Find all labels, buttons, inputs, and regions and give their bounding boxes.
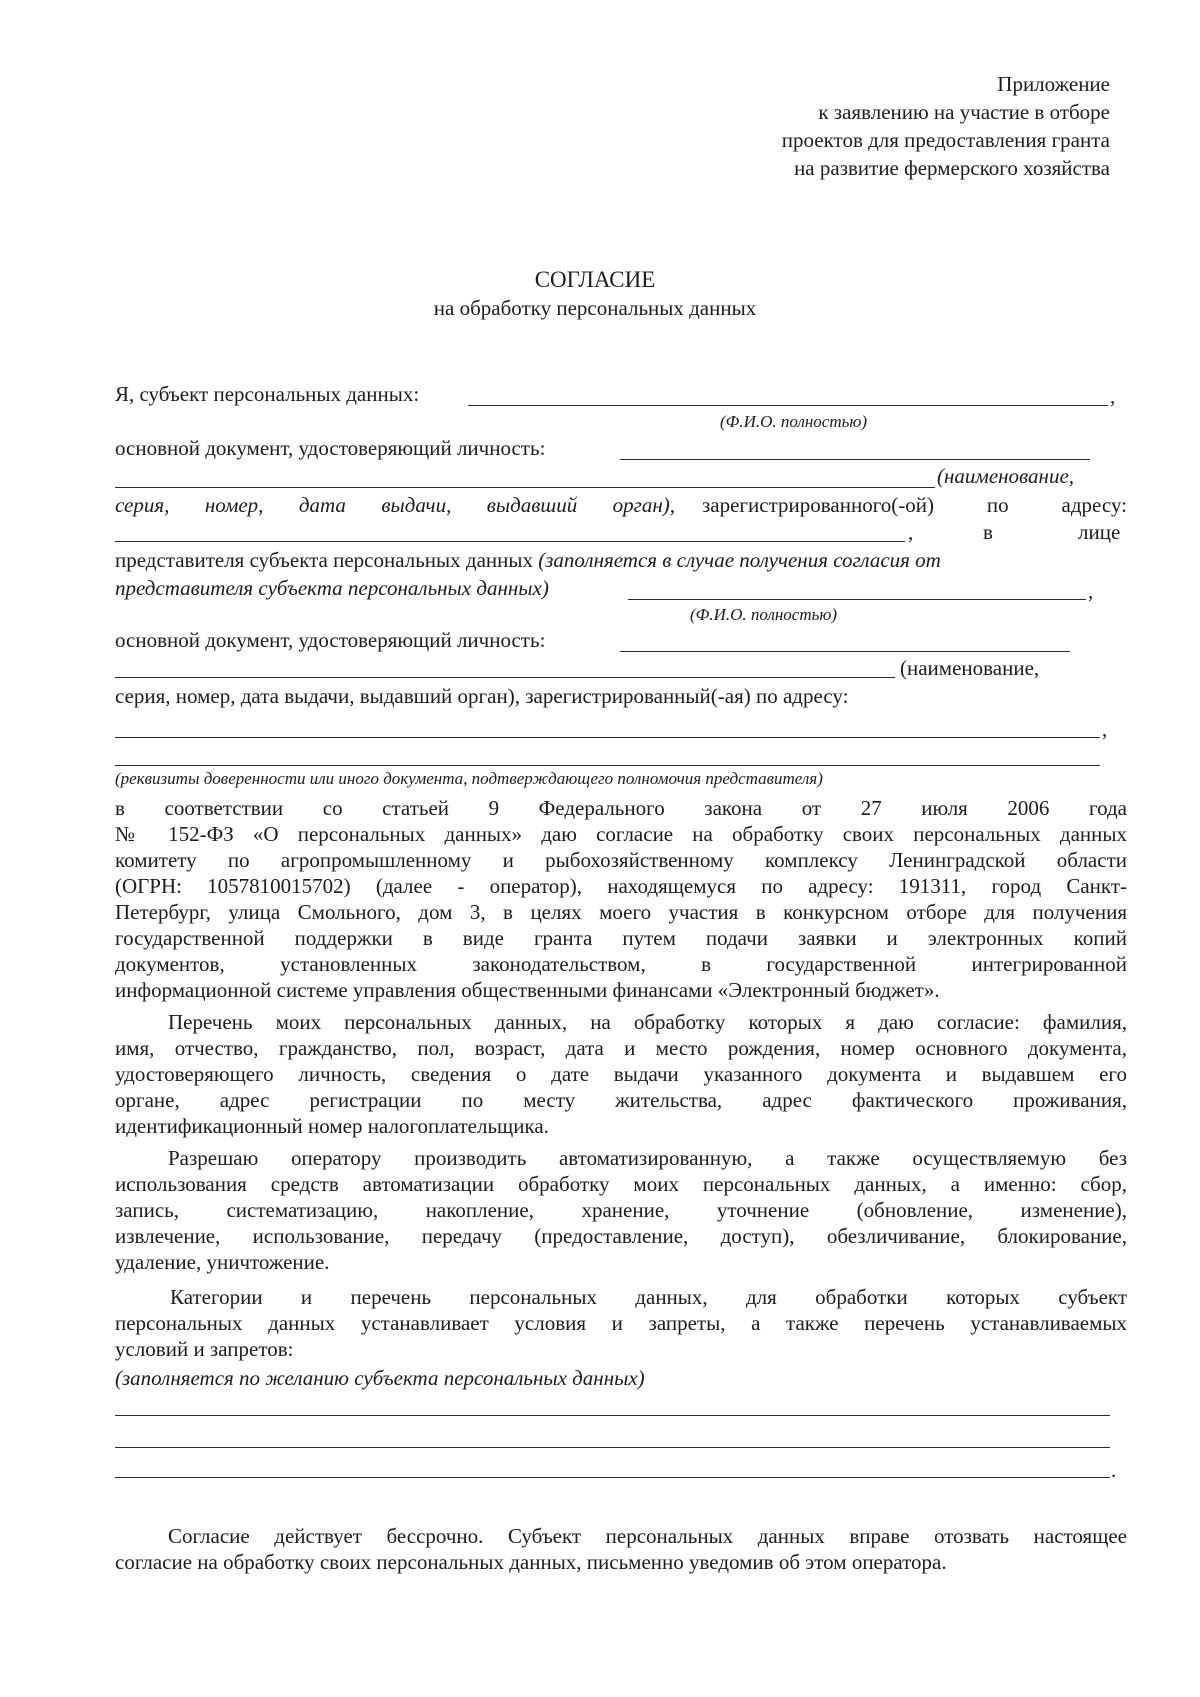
document-subtitle: на обработку персональных данных	[433, 296, 757, 320]
subject-label: Я, субъект персональных данных:	[115, 382, 420, 406]
comma: ,	[1110, 384, 1116, 408]
paragraph-line: удостоверяющего личность, сведения о дате выдачи указанного документа и выдавшем его	[115, 1062, 1127, 1086]
paragraph-line: информационной системе управления общественными финансами «Электронный бюджет».	[115, 978, 940, 1002]
restrictions-field-1[interactable]	[115, 1415, 1110, 1416]
naim-hint: (наименование,	[937, 464, 1075, 488]
requisites-field[interactable]	[115, 765, 1100, 766]
paragraph-line: Категории и перечень персональных данных, для обработки которых субъект	[170, 1285, 1127, 1309]
rep-naim-label: (наименование,	[900, 656, 1040, 680]
paragraph-line: Согласие действует бессрочно. Субъект персональных данных вправе отозвать настоящее	[168, 1524, 1127, 1548]
paragraph-line: комитету по агропромышленному и рыбохозяйственному комплексу Ленинградской области	[115, 848, 1127, 872]
paragraph-line: Разрешаю оператору производить автоматизированную, а также осуществляемую без	[168, 1146, 1127, 1170]
series-hint: серия, номер, дата выдачи, выдавший орган),	[115, 493, 675, 517]
representative-note-2: представителя субъекта персональных данных)	[115, 576, 549, 600]
paragraph-line: в соответствии со статьей 9 Федерального закона от 27 июля 2006 года	[115, 796, 1127, 820]
paragraph-line: использования средств автоматизации обработку моих персональных данных, а именно: сбор,	[115, 1172, 1127, 1196]
rep-doc-field-2[interactable]	[115, 677, 895, 678]
representative-label: представителя субъекта персональных данных	[115, 548, 533, 572]
document-title: СОГЛАСИЕ	[534, 267, 656, 292]
paragraph-line: Перечень моих персональных данных, на обработку которых я даю согласие: фамилия,	[168, 1010, 1127, 1034]
representative-note: (заполняется в случае получения согласия от	[538, 548, 941, 572]
appendix-line: на развитие фермерского хозяйства	[794, 156, 1110, 180]
period: .	[1111, 1458, 1117, 1482]
paragraph-line: персональных данных устанавливает условия и запреты, а также перечень устанавливаемых	[115, 1311, 1127, 1335]
rep-series-line: серия, номер, дата выдачи, выдавший орган), зарегистрированный(-ая) по адресу:	[115, 684, 849, 708]
paragraph-line: идентификационный номер налогоплательщика.	[115, 1114, 549, 1138]
appendix-line: проектов для предоставления гранта	[781, 128, 1110, 152]
rep-doc-label: основной документ, удостоверяющий личность:	[115, 628, 546, 652]
subject-doc-label: основной документ, удостоверяющий личность:	[115, 436, 546, 460]
registered-label: зарегистрированного(-ой) по адресу:	[702, 493, 1127, 517]
restrictions-field-2[interactable]	[115, 1447, 1110, 1448]
optional-hint: (заполняется по желанию субъекта персональных данных)	[115, 1366, 645, 1390]
representative-fio-field[interactable]	[628, 599, 1086, 600]
subject-fio-field[interactable]	[468, 405, 1108, 406]
in-person-of-litse: лице	[1078, 520, 1121, 544]
fio-hint: (Ф.И.О. полностью)	[720, 412, 868, 431]
in-person-of-v: в	[983, 520, 993, 544]
subject-doc-field[interactable]	[620, 459, 1090, 460]
paragraph-line: запись, систематизацию, накопление, хранение, уточнение (обновление, изменение),	[115, 1198, 1127, 1222]
comma: ,	[908, 520, 914, 544]
rep-fio-hint: (Ф.И.О. полностью)	[690, 605, 838, 624]
comma: ,	[1088, 579, 1094, 603]
rep-doc-field[interactable]	[620, 651, 1070, 652]
appendix-line: к заявлению на участие в отборе	[818, 100, 1110, 124]
paragraph-line: имя, отчество, гражданство, пол, возраст, дата и место рождения, номер основного документа,	[115, 1036, 1127, 1060]
restrictions-field-3[interactable]	[115, 1477, 1110, 1478]
paragraph-line: документов, установленных законодательством, в государственной интегрированной	[115, 952, 1127, 976]
rep-address-field[interactable]	[115, 737, 1100, 738]
paragraph-line: извлечение, использование, передачу (предоставление, доступ), обезличивание, блокирование,	[115, 1224, 1127, 1248]
comma: ,	[1102, 717, 1108, 741]
requisites-hint: (реквизиты доверенности или иного документа, подтверждающего полномочия представителя)	[115, 769, 823, 788]
paragraph-line: государственной поддержки в виде гранта путем подачи заявки и электронных копий	[115, 926, 1127, 950]
paragraph-line: условий и запретов:	[115, 1337, 294, 1361]
subject-address-field[interactable]	[115, 541, 905, 542]
paragraph-line: удаление, уничтожение.	[115, 1250, 330, 1274]
paragraph-line: (ОГРН: 1057810015702) (далее - оператор), находящемуся по адресу: 191311, город Санкт-	[115, 874, 1127, 898]
paragraph-line: согласие на обработку своих персональных данных, письменно уведомив об этом оператора.	[115, 1550, 947, 1574]
paragraph-line: № 152-ФЗ «О персональных данных» даю согласие на обработку своих персональных данных	[115, 822, 1127, 846]
paragraph-line: органе, адрес регистрации по месту жительства, адрес фактического проживания,	[115, 1088, 1127, 1112]
appendix-line: Приложение	[997, 72, 1110, 96]
subject-doc-field-2[interactable]	[115, 487, 935, 488]
representative-line	[115, 548, 941, 572]
paragraph-line: Петербург, улица Смольного, дом 3, в целях моего участия в конкурсном отборе для получения	[115, 900, 1127, 924]
